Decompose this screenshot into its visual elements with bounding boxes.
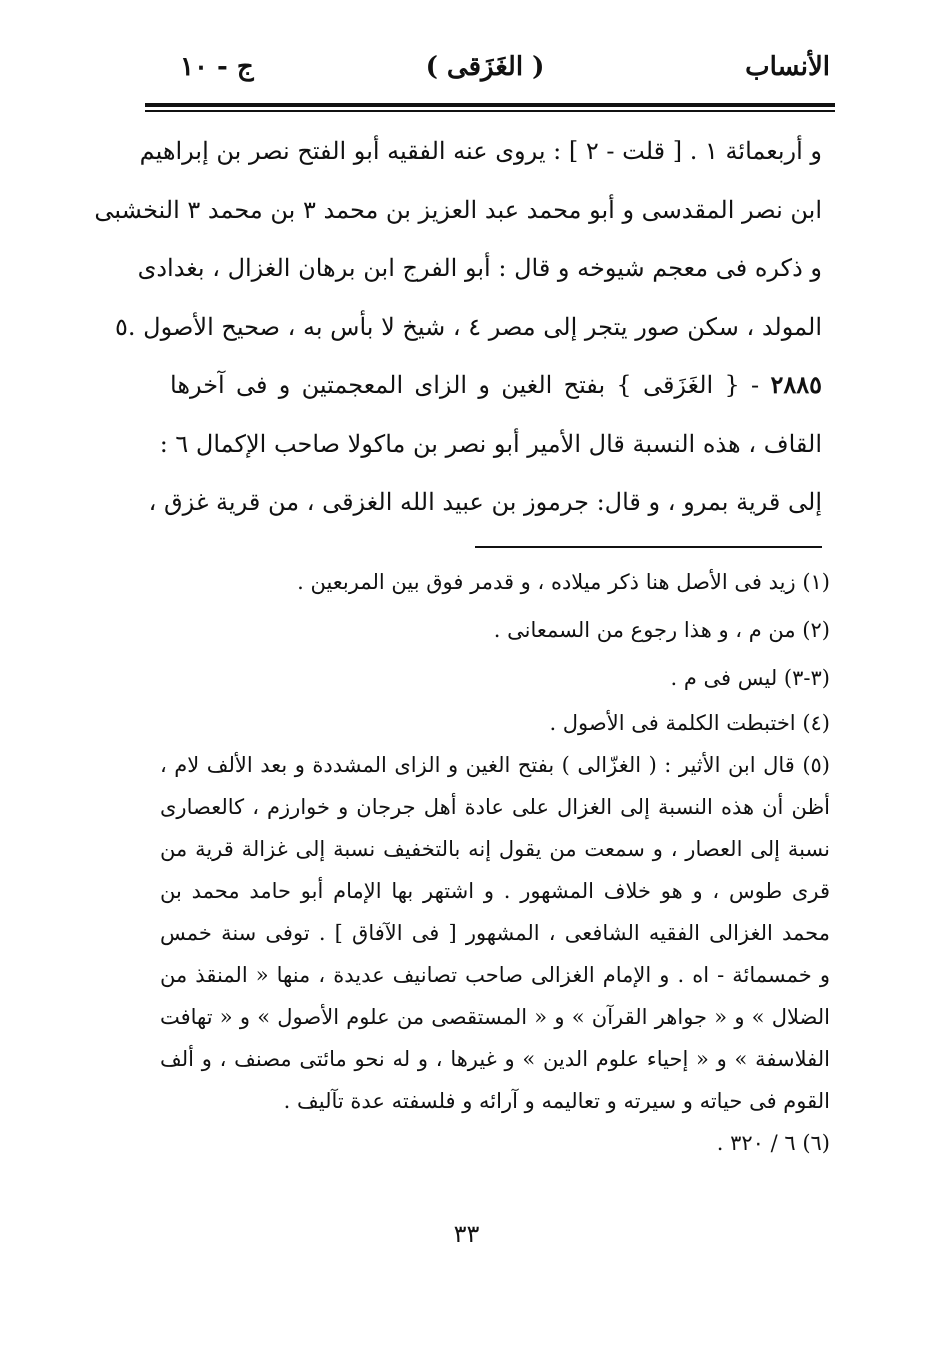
footnote-line: (٤) اختبطت الكلمة فى الأصول . — [549, 711, 830, 735]
footnote-separator — [475, 546, 822, 548]
footnote-line: محمد الغزالى الفقيه الشافعى ، المشهور [ فى الآفاق ] . توفى سنة خمس — [160, 921, 830, 945]
footnote-line: نسبة إلى العصار ، و سمعت من يقول إنه بالتخفيف نسبة إلى غزالة قرية من — [160, 837, 830, 861]
page-number: ٣٣ — [453, 1220, 480, 1248]
main-text-line: و ذكره فى معجم شيوخه و قال : أبو الفرج ابن برهان الغزال ، بغدادى — [137, 254, 822, 282]
footnote-line: قرى طوس ، و هو خلاف المشهور . و اشتهر بها الإمام أبو حامد محمد بن — [160, 879, 830, 903]
footnote-line: أظن أن هذه النسبة إلى الغزال على عادة أهل جرجان و خوارزم ، كالعصارى — [160, 795, 830, 819]
footnote-line: الضلال » و « جواهر القرآن » و « المستقصى من علوم الأصول » و « تهافت — [160, 1005, 830, 1029]
header-entry-title: ( الغَزَقى ) — [425, 52, 545, 82]
entry-heading-text: - { الغَزَقى } بفتح الغين و الزاى المعجمتين و فى آخرها — [170, 371, 760, 399]
footnote-line: القوم فى حياته و سيرته و تعاليمه و آرائه و فلسفته عدة تآليف . — [283, 1089, 830, 1113]
footnotes — [160, 558, 830, 1164]
entry-heading-line — [170, 356, 822, 415]
footnote-line: (٢) من م ، و هذا رجوع من السمعانى . — [493, 618, 830, 642]
footnote-line: الفلاسفة » و « إحياء علوم الدين » و غيرها ، و له نحو مائتى مصنف ، و ألف — [160, 1047, 830, 1071]
main-text-line: إلى قرية بمرو ، و قال: جرموز بن عبيد الله الغزقى ، من قرية غزق ، — [148, 488, 822, 516]
header-rule-thin — [145, 110, 835, 112]
main-text-line: المولد ، سكن صور يتجر إلى مصر ٤ ، شيخ لا بأس به ، صحيح الأصول .٥ — [115, 312, 822, 341]
running-header — [140, 52, 830, 92]
header-volume: ج - ١٠ — [180, 52, 254, 82]
header-book-title: الأنساب — [745, 52, 830, 82]
footnote-line: (٦) ٦ / ٣٢٠ . — [716, 1131, 830, 1155]
main-text-line: القاف ، هذه النسبة قال الأمير أبو نصر بن ماكولا صاحب الإكمال ٦ : — [159, 429, 822, 458]
entry-number: ٢٨٨٥ — [770, 370, 822, 399]
footnote-line: (١) زيد فى الأصل هنا ذكر ميلاده ، و قدمر فوق بين المربعين . — [297, 570, 830, 594]
footnote-line: (٣-٣) ليس فى م . — [670, 666, 830, 690]
main-text-line: و أربعمائة ١ . [ قلت - ٢ ] : يروى عنه الفقيه أبو الفتح نصر بن إبراهيم — [139, 137, 822, 165]
footnote-line: (٥) قال ابن الأثير : ( الغزّالى ) بفتح الغين و الزاى المشددة و بعد الألف لام ، — [160, 753, 830, 777]
footnote-line: و خمسمائة - اه . و الإمام الغزالى صاحب تصانيف عديدة ، منها « المنقذ من — [160, 963, 830, 987]
main-text-line: ابن نصر المقدسى و أبو محمد عبد العزيز بن محمد ٣ بن محمد ٣ النخشبى — [94, 195, 822, 224]
main-text — [94, 122, 822, 532]
header-rule-thick — [145, 103, 835, 107]
